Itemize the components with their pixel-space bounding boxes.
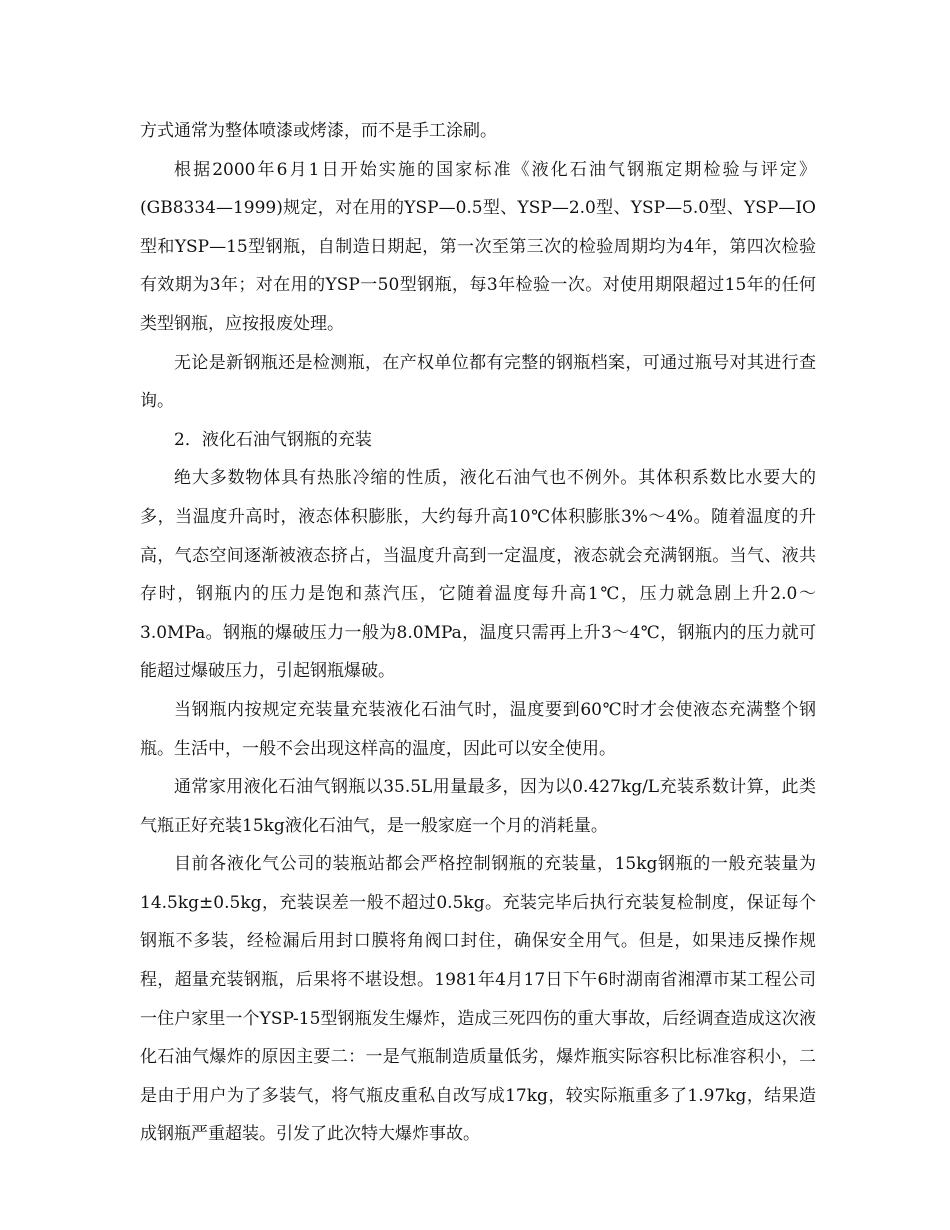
paragraph-household-cylinder: 通常家用液化石油气钢瓶以35.5L用量最多，因为以0.427kg/L充装系数计算，此类气瓶正好充装15kg液化石油气，是一般家庭一个月的消耗量。	[140, 777, 816, 836]
paragraph-thermal-expansion: 绝大多数物体具有热胀冷缩的性质，液化石油气也不例外。其体积系数比水要大的多，当温度升高时，液态体积膨胀，大约每升高10℃体积膨胀3%～4%。随着温度的升高，气态空间逐渐被液态挤占，当温度升高到一定温度，液态就会充满钢瓶。当气、液共存时，钢瓶内的压力是饱和蒸汽压，它随着温度每升高1℃，压力就急剧上升2.0～3.0MPa。钢瓶的爆破压力一般为8.0MPa，温度只需再上升3～4℃，钢瓶内的压力就可能超过爆破压力，引起钢瓶爆破。	[140, 468, 816, 682]
section-heading-filling: 2．液化石油气钢瓶的充装	[174, 429, 372, 450]
paragraph-safe-filling: 当钢瓶内按规定充装量充装液化石油气时，温度要到60℃时才会使液态充满整个钢瓶。生活中，一般不会出现这样高的温度，因此可以安全使用。	[140, 699, 816, 759]
paragraph-inspection-standard: 根据2000年6月1日开始实施的国家标准《液化石油气钢瓶定期检验与评定》(GB8334—1999)规定，对在用的YSP—0.5型、YSP—2.0型、YSP—5.0型、YSP—IO型和YSP—15型钢瓶，自制造日期起，第一次至第三次的检验周期均为4年，第四次检验有效期为3年；对在用的YSP一50型钢瓶，每3年检验一次。对使用期限超过15年的任何类型钢瓶，应按报废处理。	[140, 159, 816, 334]
paragraph-filling-control: 目前各液化气公司的装瓶站都会严格控制钢瓶的充装量，15kg钢瓶的一般充装量为14.5kg±0.5kg，充装误差一般不超过0.5kg。充装完毕后执行充装复检制度，保证每个钢瓶不多装，经检漏后用封口膜将角阀口封住，确保安全用气。但是，如果违反操作规程，超量充装钢瓶，后果将不堪设想。1981年4月17日下午6时湖南省湘潭市某工程公司一住户家里一个YSP-15型钢瓶发生爆炸，造成三死四伤的重大事故，后经调查造成这次液化石油气爆炸的原因主要二：一是气瓶制造质量低劣，爆炸瓶实际容积比标准容积小，二是由于用户为了多装气，将气瓶皮重私自改写成17kg，较实际瓶重多了1.97kg，结果造成钢瓶严重超装。引发了此次特大爆炸事故。	[140, 854, 816, 1145]
paragraph-continuation: 方式通常为整体喷漆或烤漆，而不是手工涂刷。	[140, 121, 497, 141]
document-body	[140, 112, 816, 1154]
paragraph-cylinder-records: 无论是新钢瓶还是检测瓶，在产权单位都有完整的钢瓶档案，可通过瓶号对其进行查询。	[140, 352, 816, 412]
